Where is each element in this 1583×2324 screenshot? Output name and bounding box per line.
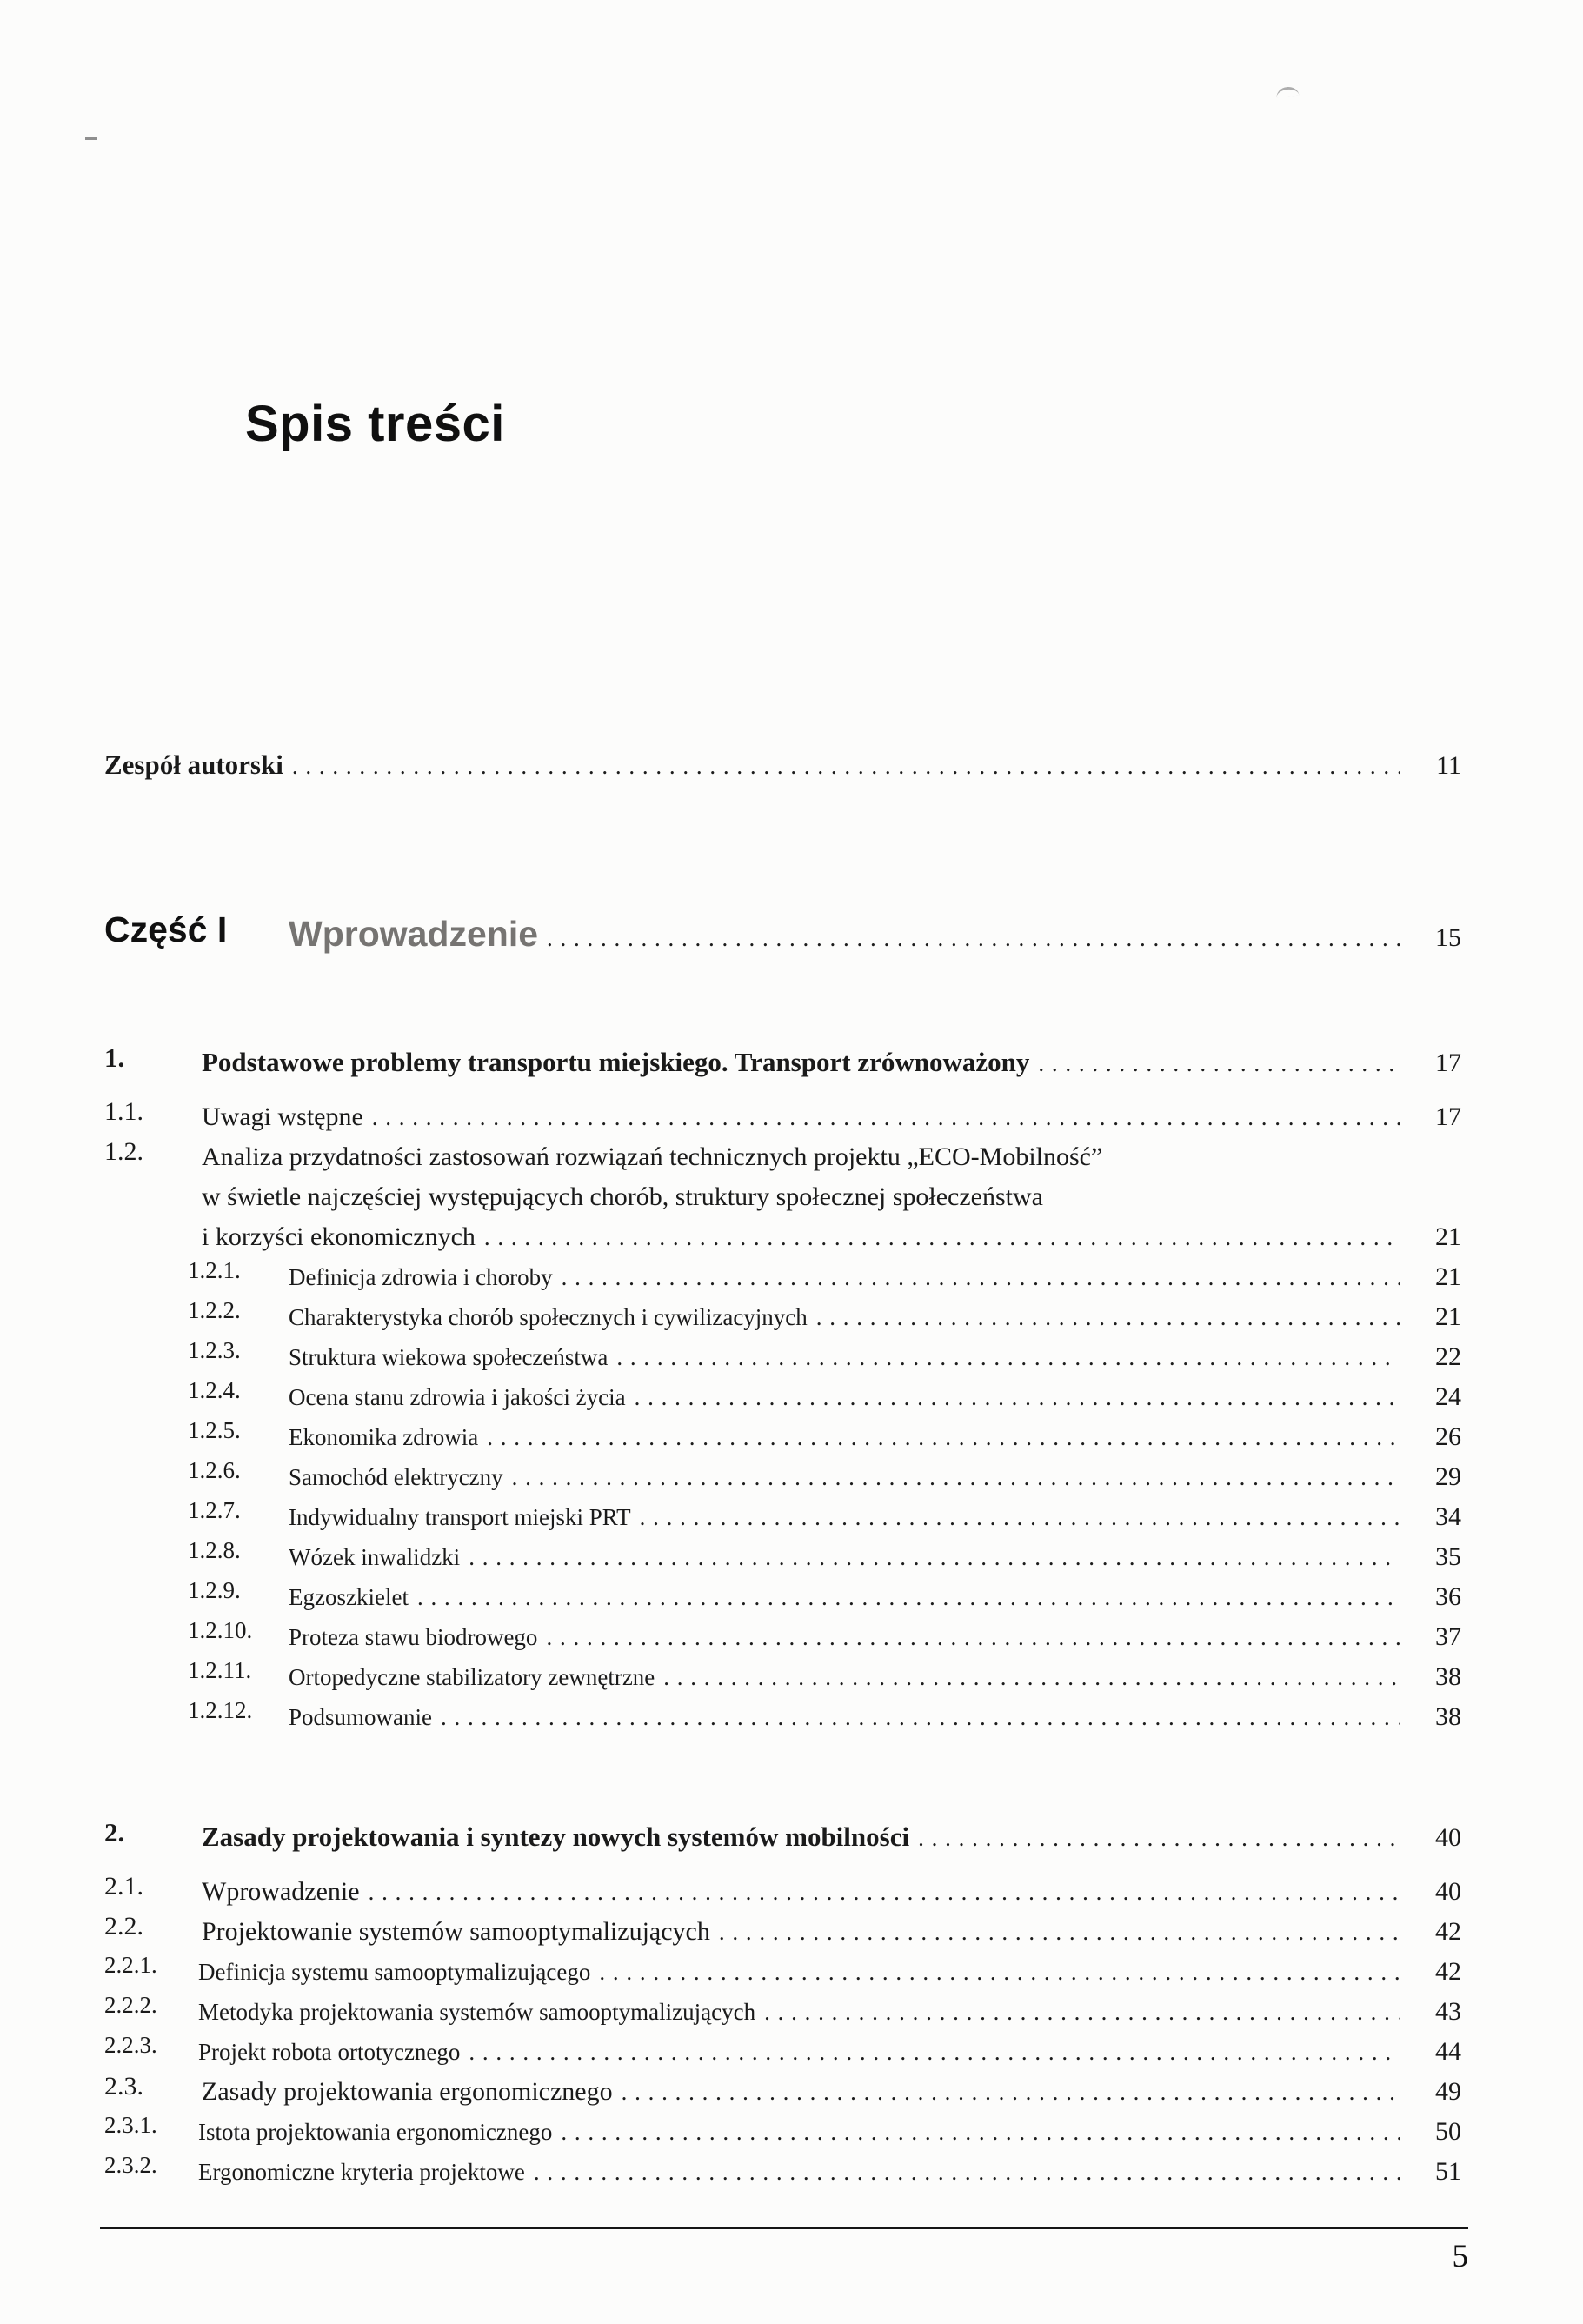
toc-entry-number: 2.2.3. — [104, 2032, 157, 2058]
toc-entry — [104, 1912, 1461, 1952]
dot-leader — [616, 1337, 1400, 1377]
toc-entry-label: Zespół autorski — [104, 749, 283, 780]
toc-entry-page: 38 — [1435, 1662, 1461, 1691]
toc-entry-page: 21 — [1435, 1262, 1461, 1291]
toc-entry-label: Wprowadzenie — [289, 914, 539, 954]
toc-entry-label: Podstawowe problemy transportu miejskiego. Transport zrównoważony — [202, 1047, 1030, 1077]
dot-leader — [1038, 1043, 1400, 1083]
toc-entry — [188, 1377, 1461, 1417]
toc-entry — [188, 1697, 1461, 1737]
toc-entry — [188, 1617, 1461, 1657]
toc-entry-page: 11 — [1436, 751, 1461, 780]
dot-leader — [561, 2112, 1400, 2152]
toc-entry-page: 17 — [1435, 1102, 1461, 1131]
dot-leader — [547, 914, 1400, 962]
toc-entry-number: 1.2.5. — [188, 1417, 241, 1443]
toc-entry-number: 1.2.12. — [188, 1697, 253, 1723]
dot-leader — [640, 1497, 1400, 1537]
toc-entry-page: 17 — [1435, 1049, 1461, 1077]
toc-entry-label: Ocena stanu zdrowia i jakości życia — [289, 1384, 626, 1410]
toc-entry-label: Podsumowanie — [289, 1704, 432, 1730]
dot-leader — [622, 2072, 1400, 2112]
toc-entry-label: Indywidualny transport miejski PRT — [289, 1504, 631, 1530]
toc-entry-page: 37 — [1435, 1622, 1461, 1651]
toc-entry-number: 1.1. — [104, 1097, 143, 1126]
toc-entry — [104, 2072, 1461, 2112]
toc-entry-label: Egzoszkielet — [289, 1584, 409, 1610]
toc-entry — [104, 909, 1461, 962]
toc-entry-number: 1.2. — [104, 1137, 143, 1166]
toc-entry-page: 51 — [1435, 2157, 1461, 2186]
toc-entry-page: 38 — [1435, 1702, 1461, 1731]
toc-entry-page: 40 — [1435, 1877, 1461, 1906]
toc-entry — [104, 1872, 1461, 1912]
toc-entry-number: 1.2.10. — [188, 1617, 253, 1643]
toc-entry-page: 29 — [1435, 1462, 1461, 1491]
toc-entry — [104, 1137, 1461, 1257]
toc-entry-page: 42 — [1435, 1957, 1461, 1986]
toc-entry-page: 24 — [1435, 1382, 1461, 1411]
page-title: Spis treści — [245, 396, 505, 452]
toc-entry-label: Ekonomika zdrowia — [289, 1424, 479, 1450]
toc-entry-label: Istota projektowania ergonomicznego — [198, 2119, 553, 2145]
toc-entry-label: Analiza przydatności zastosowań rozwiązań technicznych projektu „ECO-Mobilność” — [202, 1142, 1103, 1171]
dot-leader — [487, 1417, 1400, 1457]
dot-leader — [512, 1457, 1400, 1497]
page-footer — [100, 2227, 1468, 2275]
toc-entry-page: 43 — [1435, 1997, 1461, 2026]
toc-entry-label: Struktura wiekowa społeczeństwa — [289, 1344, 609, 1370]
toc-entry — [104, 1817, 1461, 1858]
dot-leader — [764, 1992, 1400, 2032]
toc-entry-page: 36 — [1435, 1582, 1461, 1611]
scan-dash-mark — [85, 137, 97, 140]
dot-leader — [417, 1577, 1400, 1617]
toc-entry-page: 34 — [1435, 1502, 1461, 1531]
toc-entry-label: Charakterystyka chorób społecznych i cywilizacyjnych — [289, 1304, 808, 1330]
toc-entry-number: 1.2.2. — [188, 1297, 241, 1323]
toc-entry-label: Proteza stawu biodrowego — [289, 1624, 538, 1650]
toc-entry-page: 21 — [1435, 1302, 1461, 1331]
dot-leader — [918, 1818, 1400, 1858]
toc-entry — [188, 1337, 1461, 1377]
footer-rule — [100, 2227, 1468, 2229]
toc-entry-label: Projektowanie systemów samooptymalizujących — [202, 1917, 710, 1946]
toc-entry-number: 2.3.1. — [104, 2112, 157, 2138]
toc-entry-number: 2.3.2. — [104, 2152, 157, 2178]
toc-entry-label: Projekt robota ortotycznego — [198, 2039, 461, 2065]
dot-leader — [816, 1297, 1400, 1337]
toc-entry-page: 49 — [1435, 2077, 1461, 2106]
toc-entry-number: 2.2.1. — [104, 1952, 157, 1978]
toc-entry-label: Definicja systemu samooptymalizującego — [198, 1959, 591, 1985]
dot-leader — [663, 1657, 1400, 1697]
page-number: 5 — [1452, 2239, 1468, 2274]
toc-entry-label: Wózek inwalidzki — [289, 1544, 461, 1570]
toc-entry — [188, 1657, 1461, 1697]
toc-entry-label: Zasady projektowania ergonomicznego — [202, 2077, 613, 2106]
toc-entry-number: 1.2.3. — [188, 1337, 241, 1363]
toc-entry — [188, 1537, 1461, 1577]
toc-entry — [104, 745, 1461, 786]
toc-entry-number: 2.3. — [104, 2072, 143, 2101]
toc-entry — [104, 1097, 1461, 1137]
toc-entry-number: 1.2.7. — [188, 1497, 241, 1523]
toc-entry — [104, 1992, 1461, 2032]
dot-leader — [292, 746, 1400, 786]
toc-entry-label: Metodyka projektowania systemów samooptymalizujących — [198, 1999, 756, 2025]
toc-entry-number: 2.1. — [104, 1872, 143, 1901]
dot-leader — [599, 1952, 1400, 1992]
dot-leader — [372, 1097, 1400, 1137]
toc-entry-page: 40 — [1435, 1823, 1461, 1852]
toc-entry-label: i korzyści ekonomicznych — [202, 1222, 476, 1251]
toc-entry-page: 42 — [1435, 1917, 1461, 1946]
toc-entry — [188, 1417, 1461, 1457]
toc-entry-page: 15 — [1435, 923, 1461, 952]
toc-entry-label: w świetle najczęściej występujących chorób, struktury społecznej społeczeństwa — [202, 1182, 1043, 1211]
toc-entry-label: Samochód elektryczny — [289, 1464, 503, 1490]
toc-entry-page: 50 — [1435, 2117, 1461, 2146]
toc-entry-label: Ortopedyczne stabilizatory zewnętrzne — [289, 1664, 655, 1690]
dot-leader — [441, 1697, 1400, 1737]
toc-entry-number: 1.2.11. — [188, 1657, 252, 1683]
dot-leader — [719, 1912, 1400, 1952]
toc-entry — [188, 1497, 1461, 1537]
toc-entry-number: 1.2.6. — [188, 1457, 241, 1483]
toc-entry-number: 1.2.4. — [188, 1377, 241, 1403]
dot-leader — [534, 2152, 1400, 2192]
toc-entry — [188, 1577, 1461, 1617]
toc-entry-number: 1.2.9. — [188, 1577, 241, 1603]
toc-entry-number: 1.2.1. — [188, 1257, 241, 1283]
toc-entry — [104, 2112, 1461, 2152]
toc-entry-label: Definicja zdrowia i choroby — [289, 1264, 553, 1290]
toc-entry-page: 21 — [1435, 1222, 1461, 1251]
toc-entry-page: 26 — [1435, 1422, 1461, 1451]
toc-entry — [188, 1297, 1461, 1337]
dot-leader — [546, 1617, 1400, 1657]
toc-entry-label: Uwagi wstępne — [202, 1102, 363, 1131]
toc-entry-page: 44 — [1435, 2037, 1461, 2066]
toc-entry-number: 2.2.2. — [104, 1992, 157, 2018]
dot-leader — [484, 1217, 1400, 1257]
toc-entry — [104, 1042, 1461, 1083]
toc-entry-page: 22 — [1435, 1342, 1461, 1371]
toc-entry-page: 35 — [1435, 1542, 1461, 1571]
toc-entry — [104, 1952, 1461, 1992]
toc-entry-number: 1. — [104, 1042, 125, 1073]
table-of-contents — [104, 745, 1461, 2192]
toc-entry-label: Zasady projektowania i syntezy nowych systemów mobilności — [202, 1821, 910, 1852]
toc-entry-number: 2.2. — [104, 1912, 143, 1941]
dot-leader — [562, 1257, 1400, 1297]
toc-entry-number: 2. — [104, 1817, 125, 1848]
toc-entry — [188, 1457, 1461, 1497]
toc-entry — [104, 2152, 1461, 2192]
toc-entry-number: 1.2.8. — [188, 1537, 241, 1563]
toc-entry — [104, 2032, 1461, 2072]
scan-squiggle-mark — [1275, 86, 1299, 98]
dot-leader — [635, 1377, 1400, 1417]
dot-leader — [469, 1537, 1400, 1577]
dot-leader — [469, 2032, 1400, 2072]
toc-entry — [188, 1257, 1461, 1297]
toc-entry-label: Ergonomiczne kryteria projektowe — [198, 2159, 525, 2185]
dot-leader — [369, 1872, 1400, 1912]
toc-entry-label: Wprowadzenie — [202, 1877, 360, 1906]
toc-entry-number: Część I — [104, 909, 228, 949]
